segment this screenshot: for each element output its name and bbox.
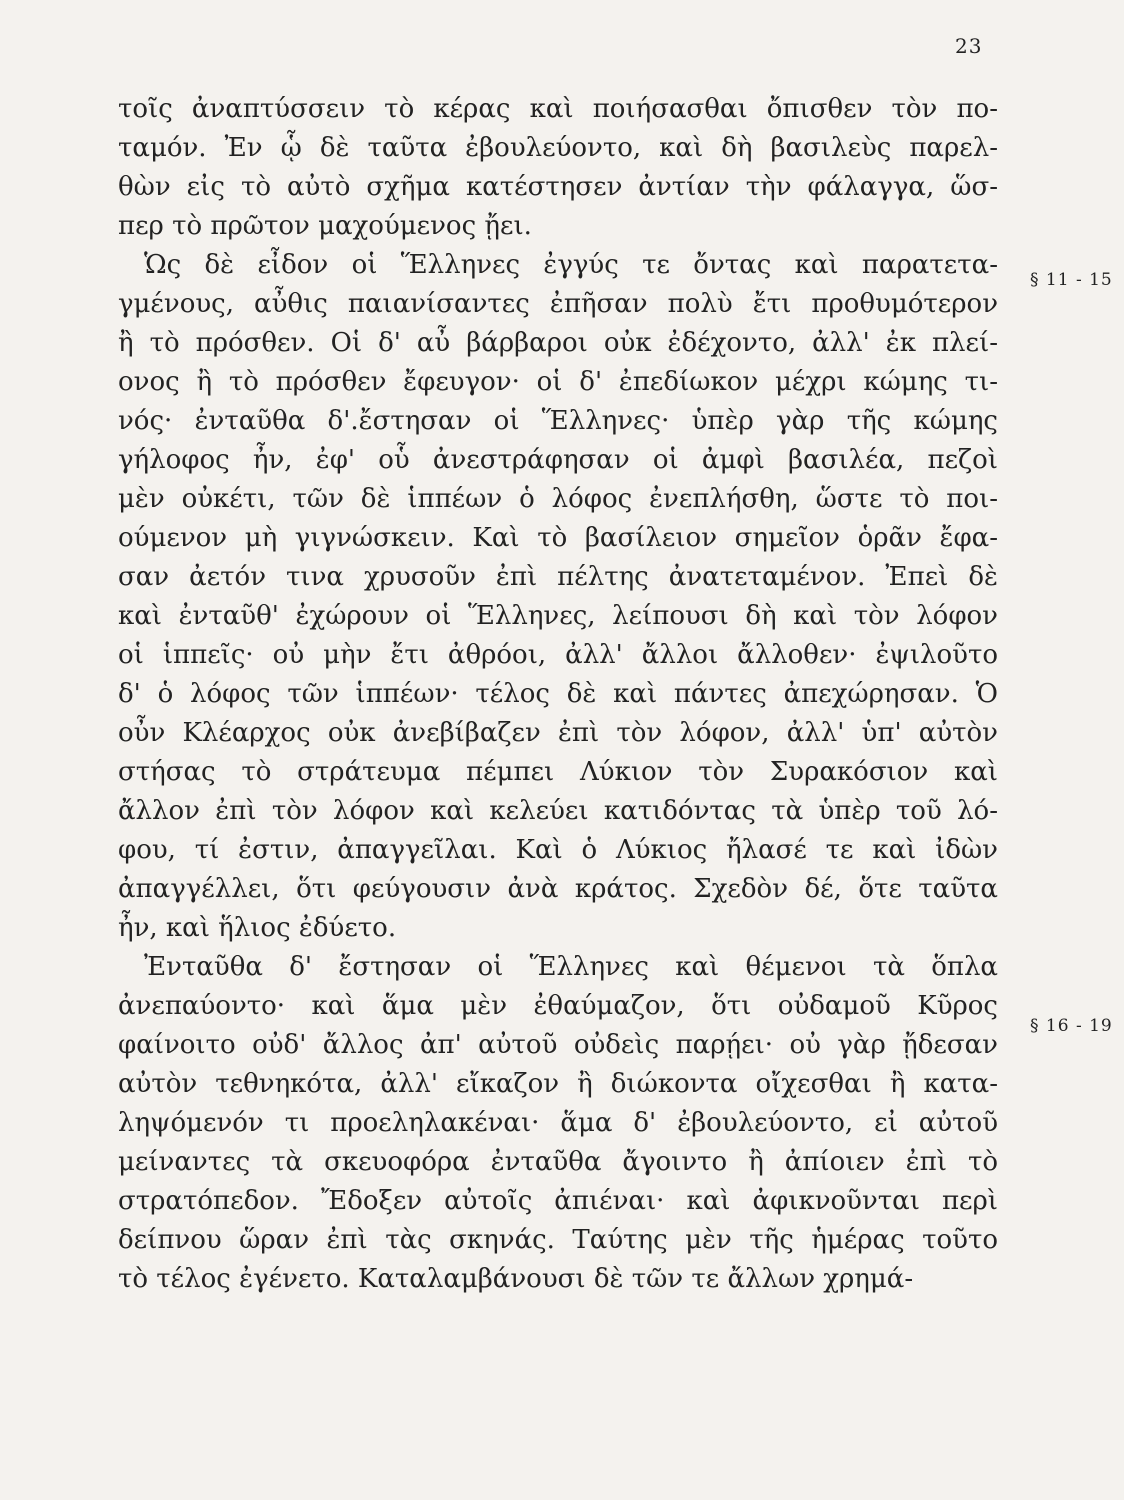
section-margin-note: § 11 - 15 <box>1030 270 1113 290</box>
paragraph-start-line: Ἐνταῦθα δ' ἔστησαν οἱ Ἕλληνες καὶ θέμενοι τὰ ὅπλα <box>144 952 998 982</box>
text-line: δ' ὁ λόφος τῶν ἱππέων· τέλος δὲ καὶ πάντες ἀπεχώρησαν. Ὁ <box>118 679 998 709</box>
text-line: δείπνου ὥραν ἐπὶ τὰς σκηνάς. Ταύτης μὲν τῆς ἡμέρας τοῦτο <box>118 1225 998 1255</box>
text-line: αὐτὸν τεθνηκότα, ἀλλ' εἴκαζον ἢ διώκοντα οἴχεσθαι ἢ κατα- <box>118 1069 998 1099</box>
text-line: γήλοφος ἦν, ἐφ' οὗ ἀνεστράφησαν οἱ ἀμφὶ βασιλέα, πεζοὶ <box>118 445 998 475</box>
text-line: φου, τί ἐστιν, ἀπαγγεῖλαι. Καὶ ὁ Λύκιος ἤλασέ τε καὶ ἰδὼν <box>118 835 998 865</box>
text-line: ονος ἢ τὸ πρόσθεν ἔφευγον· οἱ δ' ἐπεδίωκον μέχρι κώμης τι- <box>118 367 998 397</box>
text-line: τοῖς ἀναπτύσσειν τὸ κέρας καὶ ποιήσασθαι ὄπισθεν τὸν πο- <box>118 94 998 124</box>
text-line: τὸ τέλος ἐγένετο. Καταλαμβάνουσι δὲ τῶν τε ἄλλων χρημά- <box>118 1264 914 1294</box>
text-line: ἀπαγγέλλει, ὅτι φεύγουσιν ἀνὰ κράτος. Σχεδὸν δέ, ὅτε ταῦτα <box>118 874 998 904</box>
text-line: μείναντες τὰ σκευοφόρα ἐνταῦθα ἄγοιντο ἢ ἀπίοιεν ἐπὶ τὸ <box>118 1147 998 1177</box>
text-line: οἱ ἱππεῖς· οὐ μὴν ἔτι ἀθρόοι, ἀλλ' ἄλλοι ἄλλοθεν· ἐψιλοῦτο <box>118 640 998 670</box>
text-line: ἀνεπαύοντο· καὶ ἅμα μὲν ἐθαύμαζον, ὅτι οὐδαμοῦ Κῦρος <box>118 991 998 1021</box>
text-line: ούμενον μὴ γιγνώσκειν. Καὶ τὸ βασίλειον σημεῖον ὁρᾶν ἔφα- <box>118 523 998 553</box>
text-line: γμένους, αὖθις παιανίσαντες ἐπῆσαν πολὺ ἔτι προθυμότερον <box>118 289 998 319</box>
page-number: 23 <box>955 34 983 58</box>
paragraph-start-line: Ὡς δὲ εἶδον οἱ Ἕλληνες ἐγγύς τε ὄντας καὶ παρατετα- <box>144 250 998 280</box>
text-line: θὼν εἰς τὸ αὐτὸ σχῆμα κατέστησεν ἀντίαν τὴν φάλαγγα, ὥσ- <box>118 172 998 202</box>
text-line: ἦν, καὶ ἥλιος ἐδύετο. <box>118 913 397 943</box>
text-line: ταμόν. Ἐν ᾧ δὲ ταῦτα ἐβουλεύοντο, καὶ δὴ βασιλεὺς παρελ- <box>118 133 998 163</box>
section-margin-note: § 16 - 19 <box>1030 1016 1113 1036</box>
body-text <box>118 90 998 1299</box>
text-line: φαίνοιτο οὐδ' ἄλλος ἀπ' αὐτοῦ οὐδεὶς παρῄει· οὐ γὰρ ᾔδεσαν <box>118 1030 998 1060</box>
text-line: νός· ἐνταῦθα δ'.ἔστησαν οἱ Ἕλληνες· ὑπὲρ γὰρ τῆς κώμης <box>118 406 998 436</box>
text-line: οὖν Κλέαρχος οὐκ ἀνεβίβαζεν ἐπὶ τὸν λόφον, ἀλλ' ὑπ' αὐτὸν <box>118 718 998 748</box>
text-line: περ τὸ πρῶτον μαχούμενος ᾔει. <box>118 211 532 241</box>
text-line: σαν ἀετόν τινα χρυσοῦν ἐπὶ πέλτης ἀνατεταμένον. Ἐπεὶ δὲ <box>118 562 998 592</box>
text-line: ἄλλον ἐπὶ τὸν λόφον καὶ κελεύει κατιδόντας τὰ ὑπὲρ τοῦ λό- <box>118 796 998 826</box>
text-line: στρατόπεδον. Ἔδοξεν αὐτοῖς ἀπιέναι· καὶ ἀφικνοῦνται περὶ <box>118 1186 998 1216</box>
text-line: στήσας τὸ στράτευμα πέμπει Λύκιον τὸν Συρακόσιον καὶ <box>118 757 998 787</box>
text-line: μὲν οὐκέτι, τῶν δὲ ἱππέων ὁ λόφος ἐνεπλήσθη, ὥστε τὸ ποι- <box>118 484 998 514</box>
text-line: ἢ τὸ πρόσθεν. Οἱ δ' αὖ βάρβαροι οὐκ ἐδέχοντο, ἀλλ' ἐκ πλεί- <box>118 328 998 358</box>
text-line: καὶ ἐνταῦθ' ἐχώρουν οἱ Ἕλληνες, λείπουσι δὴ καὶ τὸν λόφον <box>118 601 998 631</box>
text-line: ληψόμενόν τι προεληλακέναι· ἅμα δ' ἐβουλεύοντο, εἰ αὐτοῦ <box>118 1108 998 1138</box>
